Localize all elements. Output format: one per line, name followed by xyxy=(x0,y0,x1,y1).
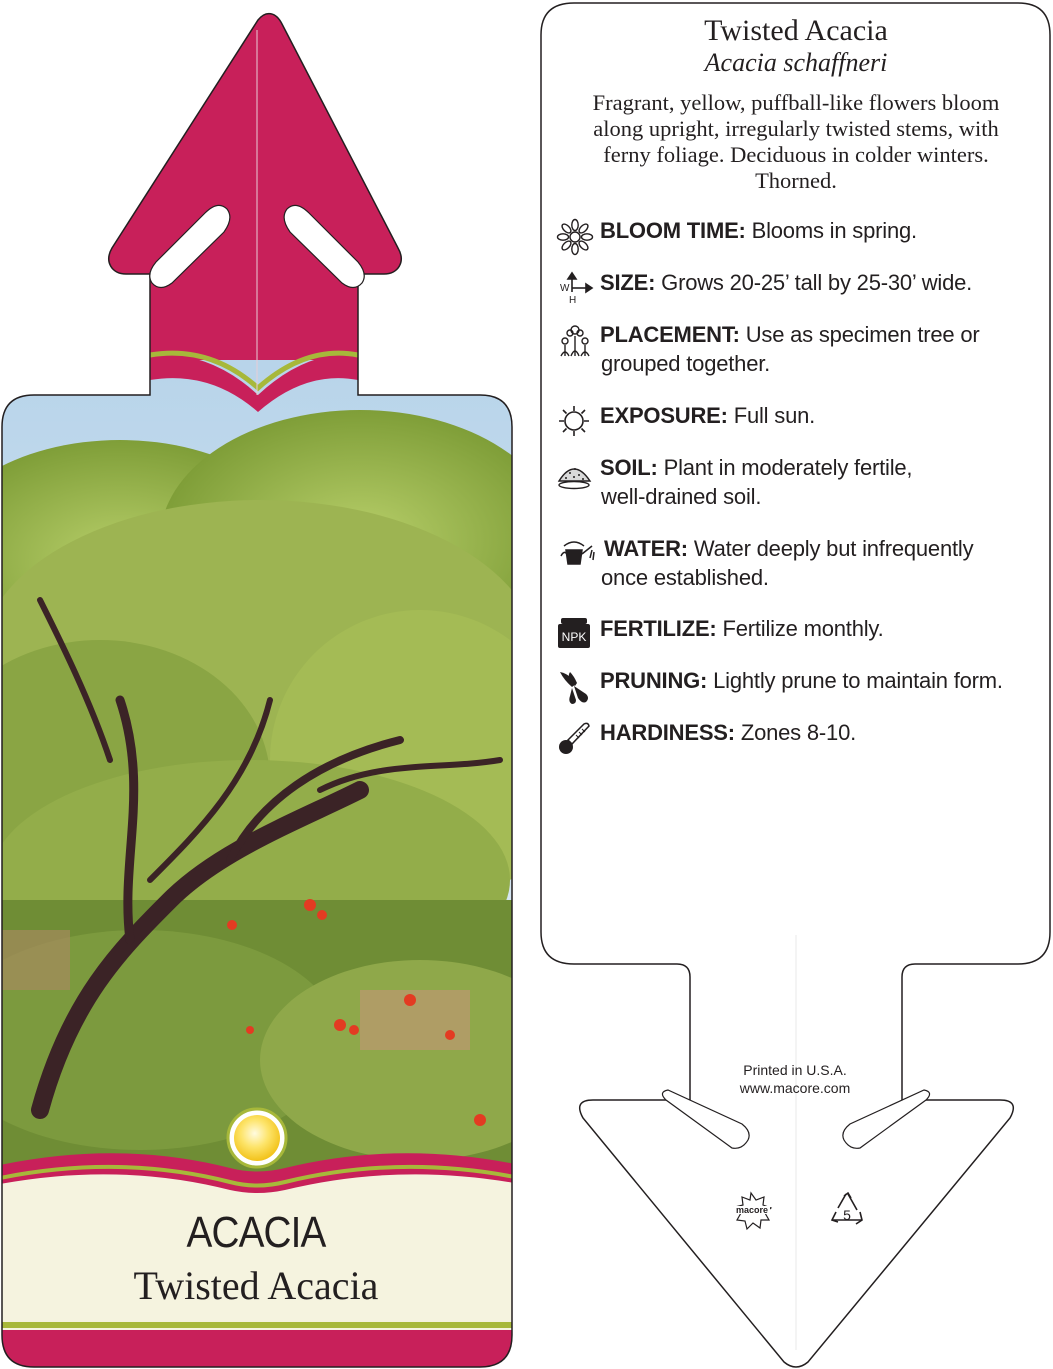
svg-text:W: W xyxy=(560,283,570,294)
sun-icon xyxy=(228,1109,286,1167)
care-value: Use as specimen tree or xyxy=(745,322,980,347)
care-value-cont: grouped together. xyxy=(601,351,771,376)
care-value: Water deeply but infrequently xyxy=(693,536,974,561)
plant-common-name: Twisted Acacia xyxy=(133,1263,379,1308)
botanical-name: Acacia schaffneri xyxy=(704,48,888,77)
svg-text:NPK: NPK xyxy=(561,630,587,644)
pruning-shears-icon xyxy=(556,668,594,706)
size-arrows-icon xyxy=(556,270,594,308)
watering-can-icon xyxy=(556,536,598,574)
care-label: SOIL: xyxy=(600,455,658,480)
care-label: PLACEMENT: xyxy=(600,322,740,347)
care-value: Fertilize monthly. xyxy=(722,616,884,641)
care-value: Lightly prune to maintain form. xyxy=(713,668,1003,693)
plant-genus: ACACIA xyxy=(186,1208,326,1257)
care-value: Zones 8-10. xyxy=(740,720,857,745)
svg-text:H: H xyxy=(569,295,577,306)
care-value: Plant in moderately fertile, xyxy=(663,455,913,480)
printed-in-text: Printed in U.S.A. xyxy=(743,1062,847,1078)
care-label: EXPOSURE: xyxy=(600,403,728,428)
description-line: along upright, irregularly twisted stems, with xyxy=(593,116,999,141)
sun-icon xyxy=(556,403,594,441)
care-value: Grows 20-25’ tall by 25-30’ wide. xyxy=(661,270,973,295)
flower-icon xyxy=(556,218,594,256)
care-label: PRUNING: xyxy=(600,668,708,693)
description-line: ferny foliage. Deciduous in colder winters. xyxy=(603,142,989,167)
care-value: Blooms in spring. xyxy=(751,218,917,243)
care-label: WATER: xyxy=(604,536,688,561)
care-label: HARDINESS: xyxy=(600,720,735,745)
care-value-cont: well-drained soil. xyxy=(601,484,762,509)
website-link[interactable]: www.macore.com xyxy=(739,1080,851,1096)
thermometer-icon xyxy=(556,720,594,758)
fertilizer-npk-icon xyxy=(556,616,594,654)
svg-text:5: 5 xyxy=(843,1207,851,1223)
care-label: BLOOM TIME: xyxy=(600,218,746,243)
description-line: Fragrant, yellow, puffball-like flowers bloom xyxy=(592,90,1000,115)
tree-foliage xyxy=(0,410,580,1200)
care-label: SIZE: xyxy=(600,270,656,295)
care-value: Full sun. xyxy=(733,403,816,428)
description-line: Thorned. xyxy=(755,168,837,193)
plant-description xyxy=(560,90,1032,194)
svg-text:macore: macore xyxy=(735,1205,769,1215)
care-value-cont: once established. xyxy=(601,565,769,590)
plant-common-name: Twisted Acacia xyxy=(704,14,888,47)
soil-pile-icon xyxy=(556,455,594,493)
plants-icon xyxy=(556,322,594,360)
care-label: FERTILIZE: xyxy=(600,616,717,641)
